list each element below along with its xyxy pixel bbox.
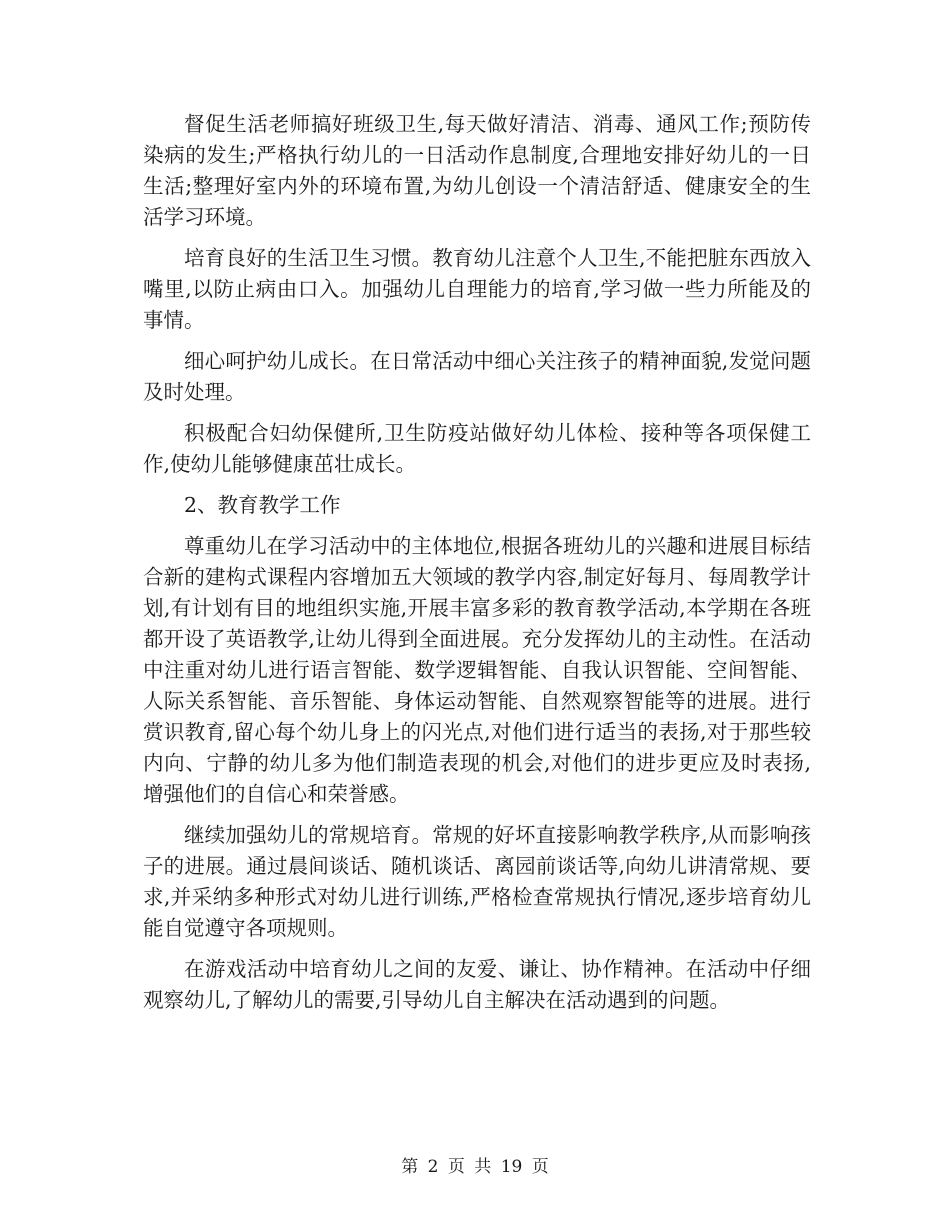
paragraph-care-growth: 细心呵护幼儿成长。在日常活动中细心关注孩子的精神面貌,发觉问题及时处理。 xyxy=(143,349,811,404)
paragraph-hygiene-habits: 培育良好的生活卫生习惯。教育幼儿注意个人卫生,不能把脏东西放入嘴里,以防止病由口入。加强幼儿自理能力的培育,学习做一些力所能及的事情。 xyxy=(143,246,811,332)
page-number-footer: 第 2 页 共 19 页 xyxy=(401,1157,549,1177)
paragraph-game-activities: 在游戏活动中培育幼儿之间的友爱、谦让、协作精神。在活动中仔细观察幼儿,了解幼儿的需要,引导幼儿自主解决在活动遇到的问题。 xyxy=(143,957,811,1012)
document-body xyxy=(143,109,811,1016)
paragraph-health-checkup: 积极配合妇幼保健所,卫生防疫站做好幼儿体检、接种等各项保健工作,使幼儿能够健康茁壮成长。 xyxy=(143,421,811,476)
paragraph-hygiene-supervision: 督促生活老师搞好班级卫生,每天做好清洁、消毒、通风工作;预防传染病的发生;严格执行幼儿的一日活动作息制度,合理地安排好幼儿的一日生活;整理好室内外的环境布置,为幼儿创设一个清洁舒适、健康安全的生活学习环境。 xyxy=(143,112,811,229)
paragraph-routine-training: 继续加强幼儿的常规培育。常规的好坏直接影响教学秩序,从而影响孩子的进展。通过晨间谈话、随机谈话、离园前谈话等,向幼儿讲清常规、要求,并采纳多种形式对幼儿进行训练,严格检查常规执行情况,逐步培育幼儿能自觉遵守各项规则。 xyxy=(143,823,811,940)
section-heading-teaching: 2、教育教学工作 xyxy=(184,493,341,517)
paragraph-teaching-plan: 尊重幼儿在学习活动中的主体地位,根据各班幼儿的兴趣和进展目标结合新的建构式课程内容增加五大领域的教学内容,制定好每月、每周教学计划,有计划有目的地组织实施,开展丰富多彩的教育教学活动,本学期在各班都开设了英语教学,让幼儿得到全面进展。充分发挥幼儿的主动性。在活动中注重对幼儿进行语言智能、数学逻辑智能、自我认识智能、空间智能、人际关系智能、音乐智能、身体运动智能、自然观察智能等的进展。进行赏识教育,留心每个幼儿身上的闪光点,对他们进行适当的表扬,对于那些较内向、宁静的幼儿多为他们制造表现的机会,对他们的进步更应及时表扬,增强他们的自信心和荣誉感。 xyxy=(143,534,811,806)
